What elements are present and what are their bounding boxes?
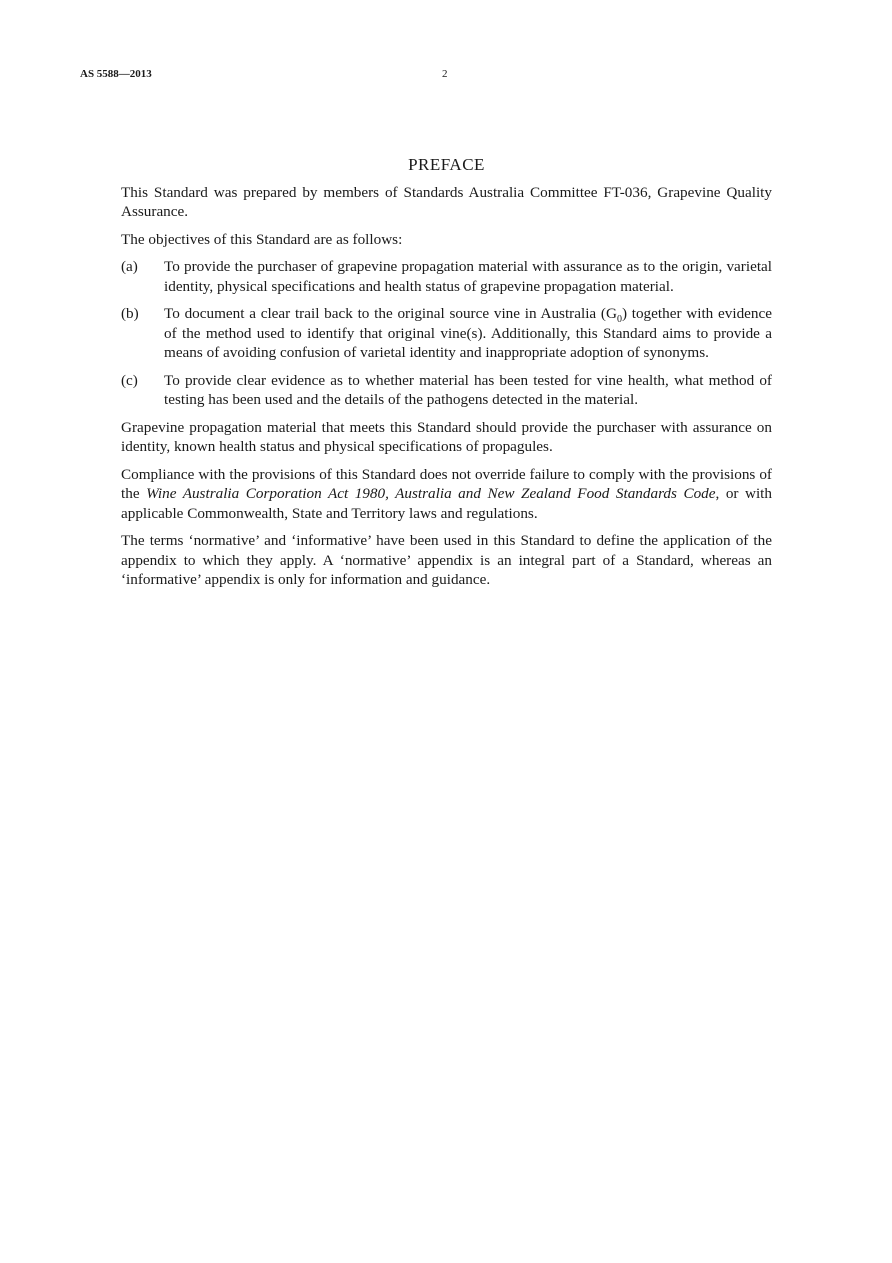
list-item-text: To provide the purchaser of grapevine propagation material with assurance as to the origin, varietal identity, physical specifications and health status of grapevine propagation material. xyxy=(164,258,772,295)
legislation-citation: Wine Australia Corporation Act 1980, Australia and New Zealand Food Standards Code xyxy=(146,485,716,502)
compliance-text-part: , or with applicable Commonwealth, State and Territory laws and regulations. xyxy=(121,485,772,522)
standard-identifier: AS 5588—2013 xyxy=(80,68,152,80)
list-item-text xyxy=(164,305,772,361)
compliance-text-part: Compliance with the provisions of this Standard does not override failure to comply with the provisions of the xyxy=(121,465,772,502)
list-item-text-part: ) together with evidence of the method used to identify that original vine(s). Additionally, this Standard aims to provide a means of avoiding confusion of varietal identity and inappropriate adoption of synonyms. xyxy=(164,305,772,361)
assurance-paragraph: Grapevine propagation material that meets this Standard should provide the purchaser with assurance on identity, known health status and physical specifications of propagules. xyxy=(121,418,772,455)
preface-section xyxy=(121,155,772,598)
list-item-text: To provide clear evidence as to whether material has been tested for vine health, what method of testing has been used and the details of the pathogens detected in the material. xyxy=(164,371,772,408)
section-heading: PREFACE xyxy=(408,155,485,174)
list-item xyxy=(121,371,772,410)
list-item-marker: (b) xyxy=(121,305,139,322)
compliance-paragraph xyxy=(121,465,772,524)
objectives-lead-paragraph: The objectives of this Standard are as follows: xyxy=(121,230,403,248)
objectives-list xyxy=(121,257,772,410)
terms-paragraph: The terms ‘normative’ and ‘informative’ have been used in this Standard to define the application of the appendix to which they apply. A ‘normative’ appendix is an integral part of a Standard, whereas an ‘informative’ appendix is only for information and guidance. xyxy=(121,532,772,588)
intro-paragraph: This Standard was prepared by members of Standards Australia Committee FT-036, Grapevine Quality Assurance. xyxy=(121,183,772,220)
list-item-marker: (a) xyxy=(121,258,138,275)
list-item xyxy=(121,304,772,363)
running-header xyxy=(80,68,820,84)
list-item xyxy=(121,257,772,296)
page-number: 2 xyxy=(442,68,448,80)
list-item-marker: (c) xyxy=(121,371,138,389)
list-item-text-part: To document a clear trail back to the original source vine in Australia (G xyxy=(164,305,617,322)
subscript-zero: 0 xyxy=(616,314,622,326)
